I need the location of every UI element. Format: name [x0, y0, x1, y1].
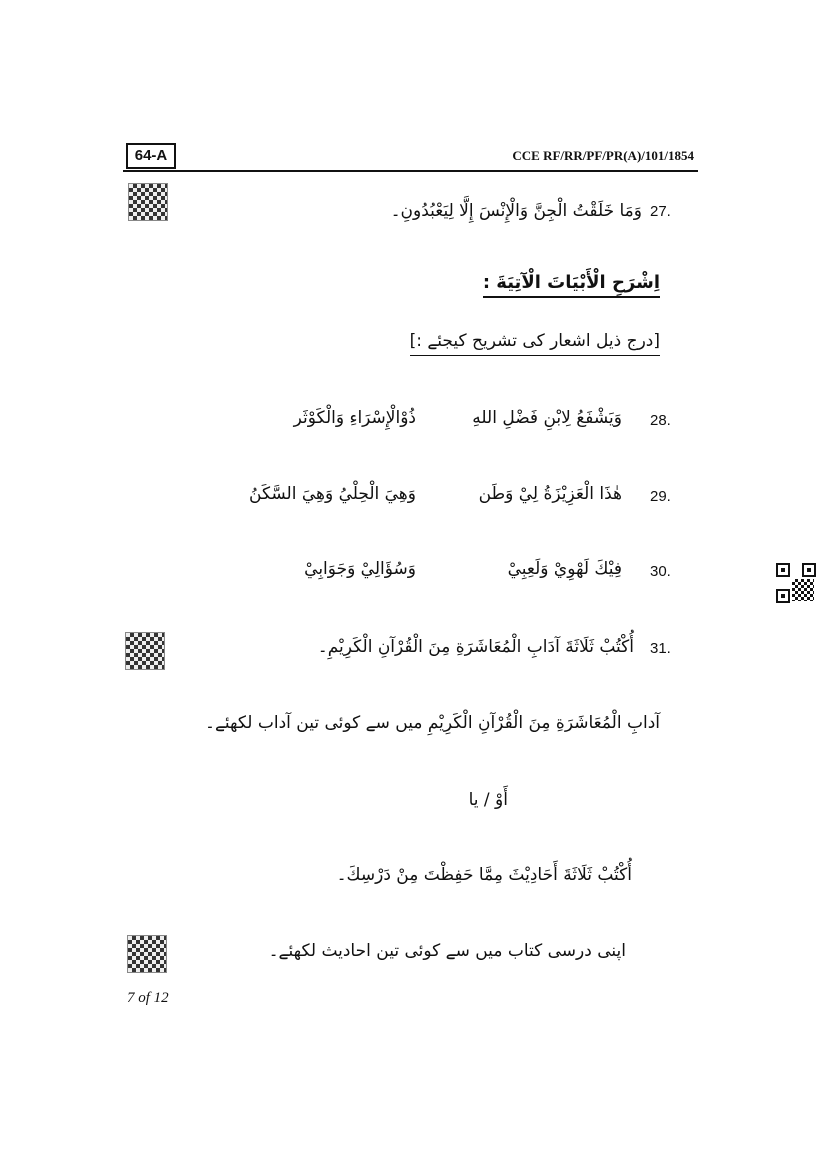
- question-number-28: 28.: [650, 412, 671, 429]
- question-30-verse-right: فِيْكَ لَهْوِيْ وَلَعِبِيْ: [507, 559, 622, 579]
- section-instruction: [درج ذیل اشعار کی تشریح کیجئے :]: [410, 330, 660, 356]
- question-30-verse-left: وَسُؤَالِيْ وَجَوَابِيْ: [304, 559, 416, 579]
- question-number-29: 29.: [650, 488, 671, 505]
- question-31-urdu: آدابِ الْمُعَاشَرَةِ مِنَ الْقُرْآنِ الْكَرِيْمِ میں سے کوئی تین آداب لکھئے۔: [205, 713, 660, 733]
- question-28-verse-left: ذُوْالْإِسْرَاءِ وَالْكَوْثَر: [293, 408, 416, 428]
- question-number-30: 30.: [650, 563, 671, 580]
- question-29-verse-left: وَهِيَ الْحِلْيُ وَهِيَ السَّكَنُ: [249, 484, 416, 504]
- or-separator: أَوْ / یا: [468, 790, 508, 810]
- header-rule: [123, 170, 698, 172]
- question-29-verse-right: هٰذَا الْعَزِيْزَةُ لِيْ وَطَن: [478, 484, 622, 504]
- question-number-31: 31.: [650, 640, 671, 657]
- paper-code: 64-A: [126, 143, 176, 169]
- question-number-27: 27.: [650, 203, 671, 220]
- question-31-text: أُكْتُبْ ثَلَاثَةَ آدَابِ الْمُعَاشَرَةِ مِنَ الْقُرْآنِ الْكَرِيْمِ۔: [317, 637, 634, 657]
- qr-code-icon: [776, 563, 816, 603]
- question-27-text: وَمَا خَلَقْتُ الْجِنَّ وَالْإِنْسَ إِلَّا لِيَعْبُدُونِ۔: [390, 201, 642, 221]
- page-number: 7 of 12: [127, 990, 169, 1006]
- section-heading: اِشْرَحِ الْأَبْيَاتَ الْآتِيَةَ :: [483, 272, 660, 298]
- qr-mark-bottom: [127, 935, 167, 973]
- question-31-alt-urdu: اپنی درسی کتاب میں سے کوئی تین احادیث لکھئے۔: [268, 941, 626, 961]
- paper-reference: CCE RF/RR/PF/PR(A)/101/1854: [512, 148, 694, 163]
- qr-mark-middle: [125, 632, 165, 670]
- question-28-verse-right: وَيَشْفَعُ لِابْنِ فَضْلِ اللهِ: [472, 408, 622, 428]
- question-31-alt-text: أُكْتُبْ ثَلَاثَةَ أَحَادِيْثَ مِمَّا حَفِظْتَ مِنْ دَرْسِكَ۔: [336, 865, 632, 885]
- qr-mark-top: [128, 183, 168, 221]
